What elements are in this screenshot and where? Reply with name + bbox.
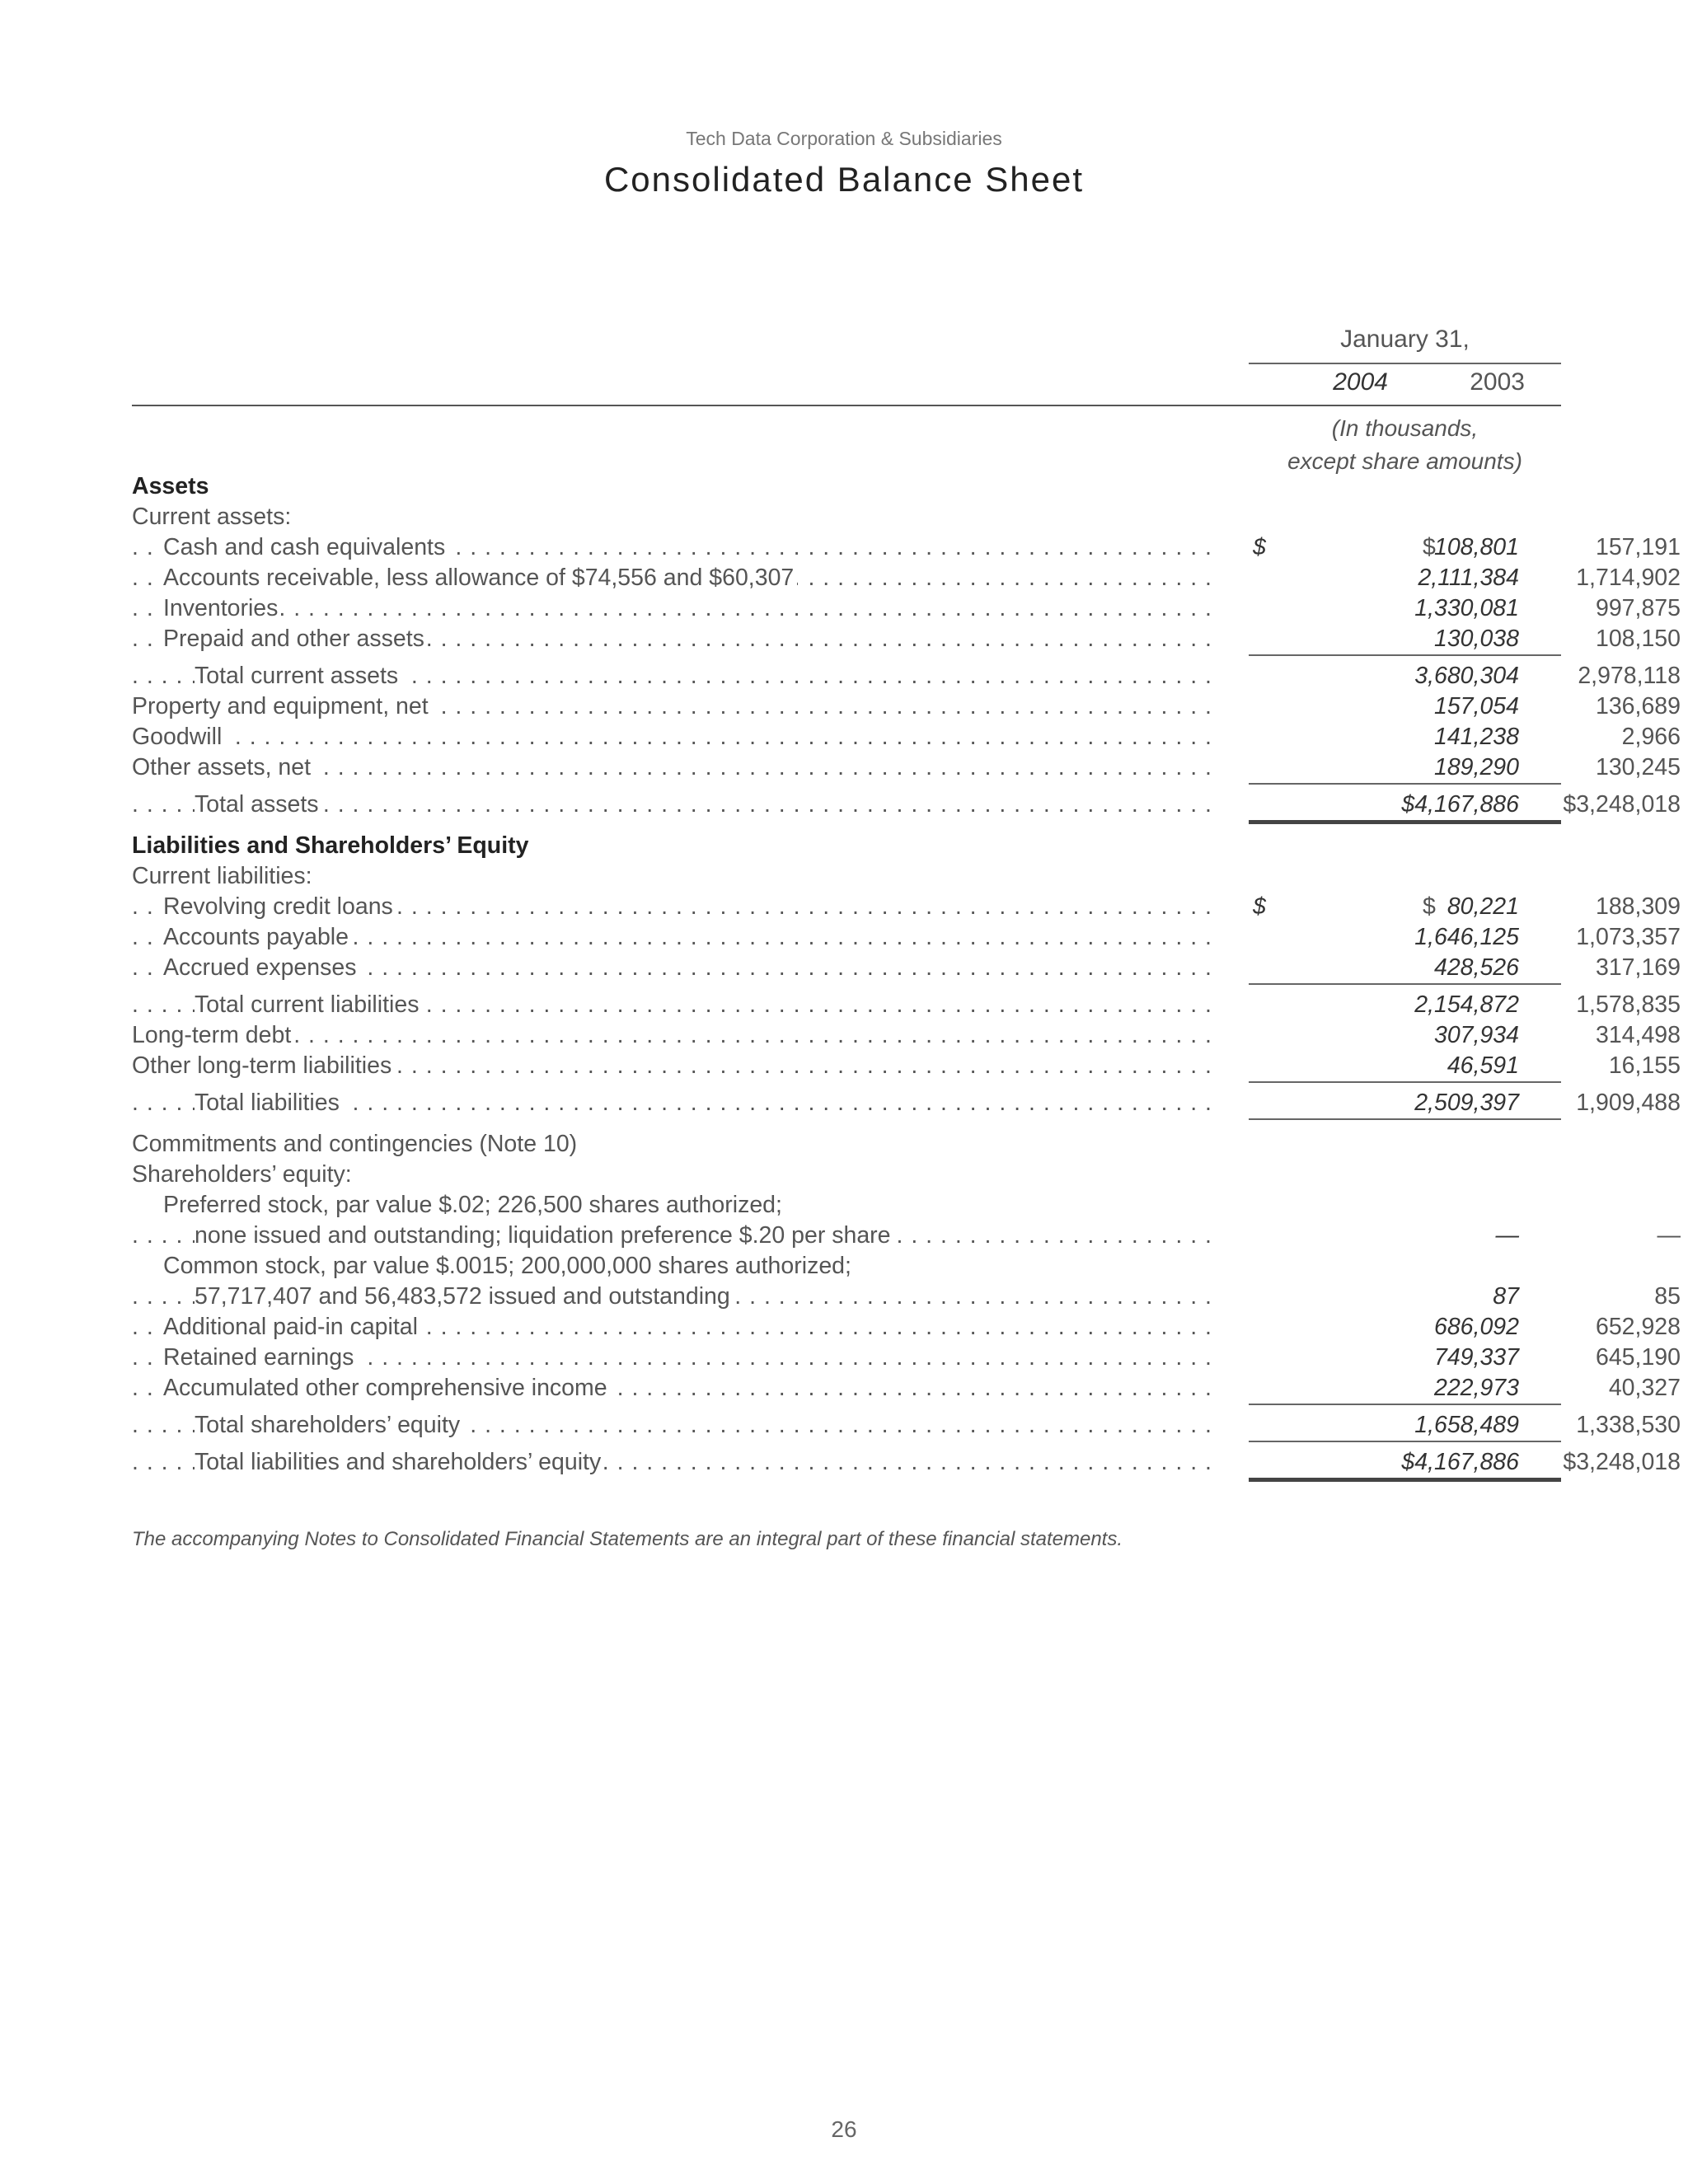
row-label: [132, 1051, 1216, 1081]
company-name: Tech Data Corporation & Subsidiaries: [686, 128, 1002, 149]
value-2004: 222,973: [1433, 1375, 1519, 1401]
row-label-text: 57,717,407 and 56,483,572 issued and outstanding: [195, 1283, 734, 1310]
row-label: [132, 691, 1216, 722]
table-row: [132, 1410, 1681, 1441]
currency-symbol-2004: $: [1253, 534, 1266, 560]
value-2003: 136,689: [1595, 693, 1681, 719]
value-2003: 130,245: [1595, 754, 1681, 780]
units-line-1: (In thousands,: [1331, 415, 1479, 441]
value-2004: 1,646,125: [1414, 924, 1519, 950]
row-label-text: Accounts payable: [163, 924, 352, 950]
row-label: [132, 831, 1216, 861]
row-label: [132, 1251, 1216, 1282]
row-label-text: Retained earnings: [163, 1344, 357, 1371]
value-2004: 1,330,081: [1414, 595, 1519, 621]
balance-sheet-table: [132, 471, 1681, 1478]
value-2003: 2,966: [1621, 724, 1681, 750]
row-label-text: Accumulated other comprehensive income: [163, 1375, 611, 1401]
row-label: [132, 1447, 1216, 1478]
value-2004: 108,801: [1433, 534, 1519, 560]
table-row: [132, 722, 1681, 752]
row-label: [132, 1190, 1216, 1221]
value-2003: 188,309: [1595, 893, 1681, 920]
table-row: [132, 691, 1681, 722]
value-2003: 16,155: [1608, 1052, 1681, 1079]
rule-line: [1249, 1478, 1561, 1482]
value-2003: 40,327: [1608, 1375, 1681, 1401]
row-label-text: Accrued expenses: [163, 954, 359, 981]
row-label-text: Liabilities and Shareholders’ Equity: [132, 832, 532, 859]
table-row: [132, 1020, 1681, 1051]
row-label-text: Total assets: [195, 791, 322, 818]
value-2003: $3,248,018: [1563, 791, 1681, 818]
row-label-text: Common stock, par value $.0015; 200,000,000 shares authorized;: [163, 1253, 855, 1279]
units-note: [1249, 412, 1561, 478]
table-row: [132, 661, 1681, 691]
rule-line: [1249, 783, 1561, 785]
row-label-text: Shareholders’ equity:: [132, 1161, 355, 1188]
value-2004: 686,092: [1433, 1314, 1519, 1340]
row-label-text: Long-term debt: [132, 1022, 294, 1048]
row-label: [132, 1282, 1216, 1312]
table-row: [132, 1312, 1681, 1343]
row-label: [132, 990, 1216, 1020]
table-row: [132, 790, 1681, 820]
table-row: [132, 624, 1681, 654]
row-label-text: Total liabilities: [195, 1090, 343, 1116]
table-row: [132, 1190, 1561, 1221]
table-row: [132, 892, 1681, 922]
table-row: [132, 1160, 1561, 1190]
rule-line: [1249, 820, 1561, 824]
row-label: [132, 471, 1216, 502]
value-2003: 314,498: [1595, 1022, 1681, 1048]
row-label-text: Additional paid-in capital: [163, 1314, 421, 1340]
row-label-text: Current liabilities:: [132, 863, 316, 889]
header-rule: [132, 405, 1561, 406]
value-2004: $4,167,886: [1401, 1449, 1519, 1475]
value-2004: 189,290: [1433, 754, 1519, 780]
rule-line: [1249, 1404, 1561, 1405]
row-label-text: Total current liabilities: [195, 991, 422, 1018]
year-2003-header: 2003: [1470, 368, 1525, 396]
table-row: [132, 1282, 1681, 1312]
table-row: [132, 1129, 1561, 1160]
table-row: [132, 953, 1681, 983]
date-header-rule: [1249, 363, 1561, 364]
value-2003: 1,073,357: [1576, 924, 1681, 950]
section-heading: [132, 471, 1561, 502]
table-row: [132, 752, 1681, 783]
value-2004: 2,509,397: [1414, 1090, 1519, 1116]
value-2004: 87: [1493, 1283, 1519, 1310]
table-row: [132, 593, 1681, 624]
section-heading: [132, 831, 1561, 861]
year-headers: [1249, 368, 1561, 401]
rule-line: [1249, 1081, 1561, 1083]
row-label-text: Total shareholders’ equity: [195, 1412, 463, 1438]
row-label-text: Cash and cash equivalents: [163, 534, 448, 560]
value-2004: 130,038: [1433, 626, 1519, 652]
table-row: [132, 563, 1681, 593]
value-2003: 652,928: [1595, 1314, 1681, 1340]
row-label: [132, 593, 1216, 624]
table-row: [132, 1343, 1681, 1373]
footnote: The accompanying Notes to Consolidated Financial Statements are an integral part of these financial statements.: [132, 1528, 1123, 1550]
row-label-text: Revolving credit loans: [163, 893, 396, 920]
table-row: [132, 1221, 1681, 1251]
value-2004: 157,054: [1433, 693, 1519, 719]
value-2004: 141,238: [1433, 724, 1519, 750]
row-label-text: Accounts receivable, less allowance of $74,556 and $60,307: [163, 565, 797, 591]
row-label: [132, 1373, 1216, 1404]
value-2003: —: [1657, 1222, 1681, 1249]
table-row: [132, 1088, 1681, 1118]
row-label-text: Other assets, net: [132, 754, 314, 780]
row-label: [132, 1088, 1216, 1118]
value-2004: 2,111,384: [1418, 565, 1519, 591]
row-label: [132, 892, 1216, 922]
rule-line: [1249, 1118, 1561, 1120]
value-2004: $4,167,886: [1401, 791, 1519, 818]
row-label: [132, 1129, 1216, 1160]
row-label: [132, 1221, 1216, 1251]
value-2003: 85: [1654, 1283, 1681, 1310]
row-label: [132, 752, 1216, 783]
value-2003: 108,150: [1595, 626, 1681, 652]
value-2003: 1,714,902: [1576, 565, 1681, 591]
row-label: [132, 1020, 1216, 1051]
rule-line: [1249, 654, 1561, 656]
value-2004: 1,658,489: [1414, 1412, 1519, 1438]
row-label-text: Total current assets: [195, 663, 401, 689]
row-label-text: Assets: [132, 473, 212, 499]
table-row: [132, 532, 1681, 563]
row-label: [132, 661, 1216, 691]
row-label: [132, 722, 1216, 752]
row-label: [132, 563, 1216, 593]
value-2003: $3,248,018: [1563, 1449, 1681, 1475]
value-2003: 317,169: [1595, 954, 1681, 981]
table-row: [132, 1447, 1681, 1478]
page-number: 26: [831, 2116, 857, 2142]
row-label-text: Preferred stock, par value $.02; 226,500 shares authorized;: [163, 1192, 785, 1218]
row-label-text: Goodwill: [132, 724, 225, 750]
row-label: [132, 790, 1216, 820]
row-label-text: Property and equipment, net: [132, 693, 432, 719]
row-label-text: Total liabilities and shareholders’ equity: [195, 1449, 604, 1475]
value-2003: 997,875: [1595, 595, 1681, 621]
page-title: Consolidated Balance Sheet: [603, 160, 1085, 199]
row-label-text: Other long-term liabilities: [132, 1052, 395, 1079]
row-label: [132, 922, 1216, 953]
row-label: [132, 861, 1216, 892]
rule-line: [1249, 1441, 1561, 1442]
value-2004: 749,337: [1433, 1344, 1519, 1371]
table-row: [132, 861, 1561, 892]
table-row: [132, 1373, 1681, 1404]
table-row: [132, 502, 1561, 532]
row-label: [132, 1410, 1216, 1441]
table-row: [132, 922, 1681, 953]
row-label-text: Prepaid and other assets: [163, 626, 428, 652]
value-2003: 1,909,488: [1576, 1090, 1681, 1116]
table-row: [132, 990, 1681, 1020]
year-2004-header: 2004: [1333, 368, 1388, 396]
value-2004: 307,934: [1433, 1022, 1519, 1048]
value-2003: 1,578,835: [1576, 991, 1681, 1018]
value-2004: 46,591: [1447, 1052, 1519, 1079]
value-2003: 2,978,118: [1578, 663, 1681, 689]
row-label-text: Inventories: [163, 595, 281, 621]
row-label: [132, 953, 1216, 983]
value-2003: 645,190: [1595, 1344, 1681, 1371]
row-label: [132, 532, 1216, 563]
row-label-text: Current assets:: [132, 504, 294, 530]
units-line-2: except share amounts): [1287, 448, 1522, 474]
currency-symbol-2004: $: [1253, 893, 1266, 920]
row-label: [132, 624, 1216, 654]
value-2004: —: [1495, 1222, 1519, 1249]
row-label: [132, 502, 1216, 532]
value-2004: 2,154,872: [1414, 991, 1519, 1018]
row-label: [132, 1343, 1216, 1373]
row-label: [132, 1160, 1216, 1190]
value-2003: 1,338,530: [1576, 1412, 1681, 1438]
value-2004: 428,526: [1433, 954, 1519, 981]
row-label-text: none issued and outstanding; liquidation preference $.20 per share: [195, 1222, 894, 1249]
date-column-header: January 31,: [1340, 326, 1470, 353]
value-2004: 80,221: [1447, 893, 1519, 920]
currency-symbol-2003: $: [1423, 893, 1436, 920]
value-2003: 157,191: [1595, 534, 1681, 560]
row-label: [132, 1312, 1216, 1343]
currency-symbol-2003: $: [1423, 534, 1436, 560]
rule-line: [1249, 983, 1561, 985]
table-row: [132, 1251, 1561, 1282]
value-2004: 3,680,304: [1414, 663, 1519, 689]
row-label-text: Commitments and contingencies (Note 10): [132, 1131, 580, 1157]
page-header: [0, 128, 1688, 199]
table-row: [132, 1051, 1681, 1081]
